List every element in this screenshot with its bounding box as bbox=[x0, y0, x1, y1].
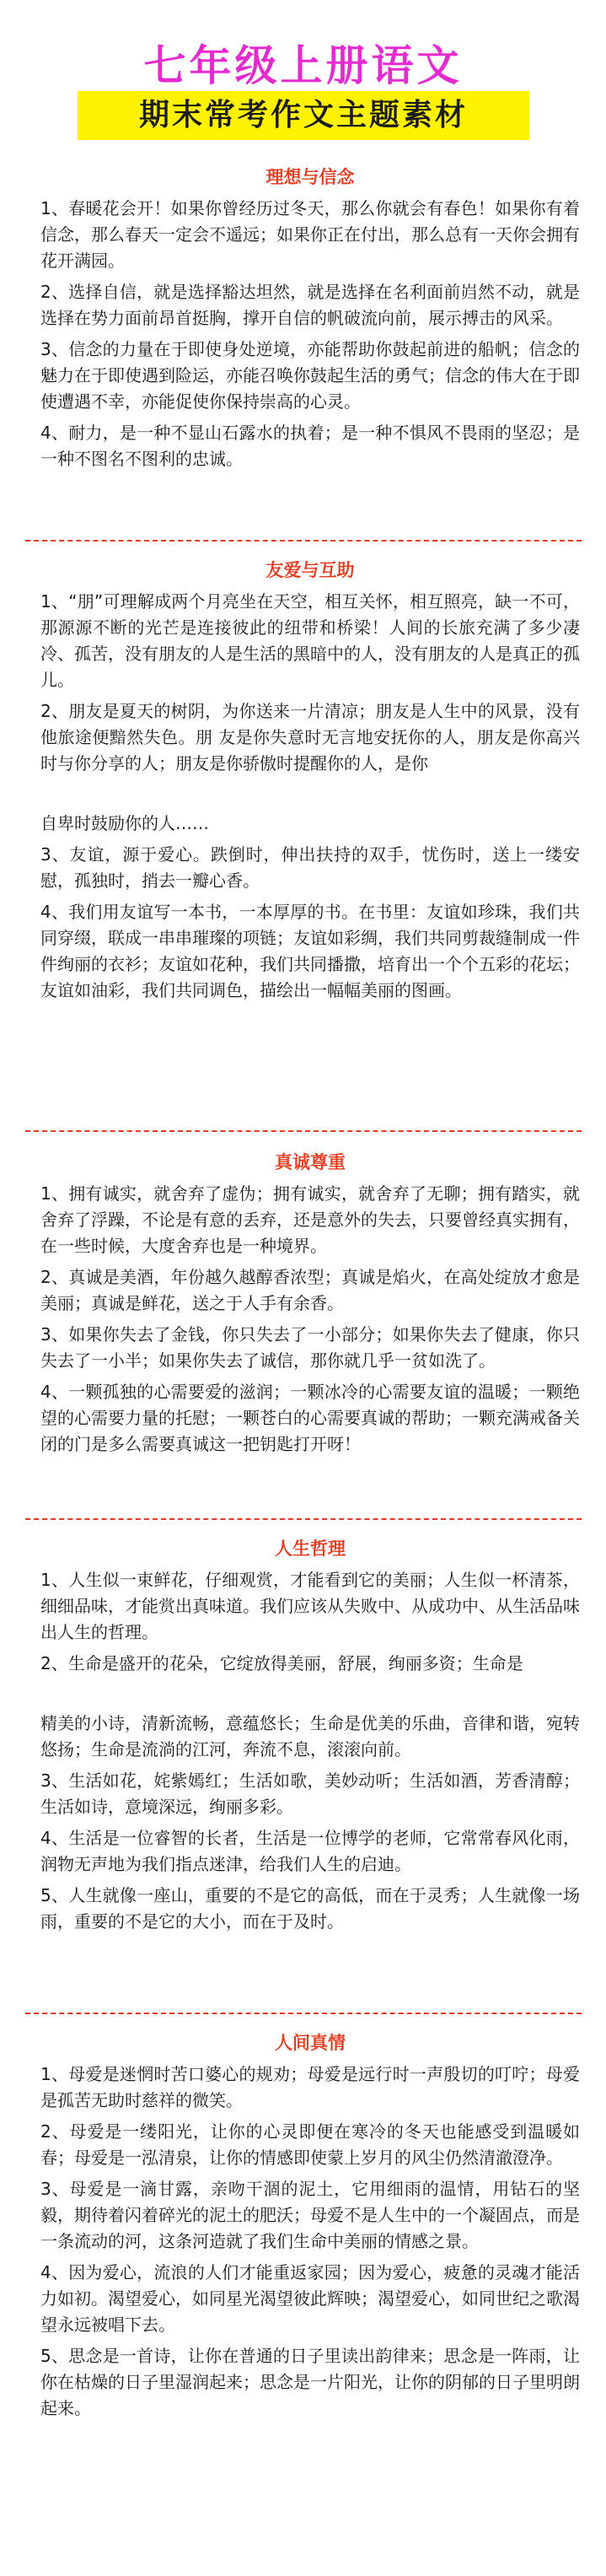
paragraph: 3、生活如花，姹紫嫣红；生活如歌，美妙动听；生活如酒，芳香清醇；生活如诗，意境深远，绚丽多彩。 bbox=[40, 1770, 580, 1817]
section-divider bbox=[25, 2013, 582, 2014]
paragraph: 3、友谊，源于爱心。跌倒时，伸出扶持的双手，忧伤时，送上一缕安慰，孤独时，捎去一瓣心香。 bbox=[40, 844, 580, 891]
section-philosophy bbox=[40, 1535, 580, 1940]
paragraph: 2、真诚是美酒，年份越久越醇香浓型；真诚是焰火，在高处绽放才愈是美丽；真诚是鲜花，送之于人手有余香。 bbox=[40, 1267, 580, 1313]
page-title: 七年级上册语文 bbox=[143, 41, 463, 90]
paragraph: 2、朋友是夏天的树阴，为你送来一片清凉；朋友是人生中的风景，没有他旅途便黯然失色。朋 友是你失意时无言地安抚你的人，朋友是你高兴时与你分享的人；朋友是你骄傲时提醒你的人，是你 bbox=[40, 701, 580, 773]
section-divider bbox=[25, 1518, 582, 1520]
paragraph: 1、母爱是迷惘时苦口婆心的规劝；母爱是远行时一声殷切的叮咛；母爱是孤苦无助时慈祥的微笑。 bbox=[40, 2064, 580, 2110]
section-title: 人生哲理 bbox=[275, 1539, 346, 1559]
paragraph: 4、因为爱心，流浪的人们才能重返家园；因为爱心，疲惫的灵魂才能活力如初。渴望爱心，如同星光渴望彼此辉映；渴望爱心，如同世纪之歌渴望永远被唱下去。 bbox=[40, 2262, 580, 2335]
paragraph: 1、拥有诚实，就舍弃了虚伪；拥有诚实，就舍弃了无聊；拥有踏实，就舍弃了浮躁，不论是有意的丢弃，还是意外的失去，只要曾经真实拥有，在一些时候，大度舍弃也是一种境界。 bbox=[40, 1183, 580, 1256]
section-title: 友爱与互助 bbox=[265, 560, 355, 580]
paragraph: 4、一颗孤独的心需要爱的滋润；一颗冰冷的心需要友谊的温暖；一颗绝望的心需要力量的托慰；一颗苍白的心需要真诚的帮助；一颗充满戒备关闭的门是多么需要真诚这一把钥匙打开呀！ bbox=[40, 1382, 580, 1454]
paragraph: 2、选择自信，就是选择豁达坦然，就是选择在名利面前岿然不动，就是选择在势力面前昂首挺胸，撑开自信的帆破流向前，展示搏击的风采。 bbox=[40, 282, 580, 328]
paragraph: 1、春暖花会开！如果你曾经历过冬天，那么你就会有春色！如果你有着信念，那么春天一定会不遥远；如果你正在付出，那么总有一天你会拥有花开满园。 bbox=[40, 198, 580, 271]
paragraph: 4、我们用友谊写一本书，一本厚厚的书。在书里：友谊如珍珠，我们共同穿缀，联成一串串璀璨的项链；友谊如彩绸，我们共同剪裁缝制成一件件绚丽的衣衫；友谊如花种，我们共同播撒，培育出一个个五彩的花坛；友谊如油彩，我们共同调色，描绘出一幅幅美丽的图画。 bbox=[40, 902, 580, 1000]
section-sincerity bbox=[40, 1149, 580, 1463]
section-ideals bbox=[40, 164, 580, 477]
page-subtitle: 期末常考作文主题素材 bbox=[78, 91, 529, 140]
paragraph: 自卑时鼓励你的人…… bbox=[40, 813, 209, 833]
section-human-affection bbox=[40, 2029, 580, 2427]
paragraph: 3、信念的力量在于即使身处逆境，亦能帮助你鼓起前进的船帆；信念的魅力在于即使遇到险运，亦能召唤你鼓起生活的勇气；信念的伟大在于即使遭遇不幸，亦能促使你保持崇高的心灵。 bbox=[40, 339, 580, 412]
section-friendship bbox=[40, 557, 580, 1009]
section-divider bbox=[25, 540, 582, 542]
paragraph: 2、母爱是一缕阳光，让你的心灵即便在寒冷的冬天也能感受到温暖如春；母爱是一泓清泉，让你的情感即使蒙上岁月的风尘仍然清澈澄净。 bbox=[40, 2121, 580, 2168]
section-title: 理想与信念 bbox=[265, 167, 355, 187]
paragraph: 4、生活是一位睿智的长者，生活是一位博学的老师，它常常春风化雨，润物无声地为我们指点迷津，给我们人生的启迪。 bbox=[40, 1828, 580, 1874]
paragraph: 3、如果你失去了金钱，你只失去了一小部分；如果你失去了健康，你只失去了一小半；如果你失去了诚信，那你就几乎一贫如洗了。 bbox=[40, 1324, 580, 1371]
section-title: 真诚尊重 bbox=[275, 1152, 346, 1172]
paragraph: 1、“朋”可理解成两个月亮坐在天空，相互关怀，相互照亮，缺一不可，那源源不断的光芒是连接彼此的纽带和桥梁！人间的长旅充满了多少凄冷、孤苦，没有朋友的人是生活的黑暗中的人，没有朋友的人是真正的孤儿。 bbox=[40, 591, 580, 690]
paragraph: 5、人生就像一座山，重要的不是它的高低，而在于灵秀；人生就像一场雨，重要的不是它的大小，而在于及时。 bbox=[40, 1885, 580, 1932]
section-divider bbox=[25, 1130, 582, 1132]
paragraph: 2、生命是盛开的花朵，它绽放得美丽，舒展，绚丽多资；生命是 bbox=[40, 1653, 523, 1673]
paragraph: 4、耐力，是一种不显山石露水的执着；是一种不惧风不畏雨的坚忍；是一种不图名不图利的忠诚。 bbox=[40, 423, 580, 469]
paragraph: 5、思念是一首诗，让你在普通的日子里读出韵律来；思念是一阵雨，让你在枯燥的日子里湿润起来；思念是一片阳光，让你的阴郁的日子里明朗起来。 bbox=[40, 2346, 580, 2418]
paragraph: 1、人生似一束鲜花，仔细观赏，才能看到它的美丽；人生似一杯清茶，细细品味，才能赏出真味道。我们应该从失败中、从成功中、从生活品味出人生的哲理。 bbox=[40, 1570, 580, 1642]
paragraph: 3、母爱是一滴甘露，亲吻干涸的泥土，它用细雨的温情，用钻石的坚毅，期待着闪着碎光的泥土的肥沃；母爱不是人生中的一个凝固点，而是一条流动的河，这条河造就了我们生命中美丽的情感之景。 bbox=[40, 2179, 580, 2251]
section-title: 人间真情 bbox=[275, 2033, 346, 2053]
paragraph: 精美的小诗，清新流畅，意蕴悠长；生命是优美的乐曲，音律和谐，宛转悠扬；生命是流淌的江河，奔流不息，滚滚向前。 bbox=[40, 1713, 580, 1760]
